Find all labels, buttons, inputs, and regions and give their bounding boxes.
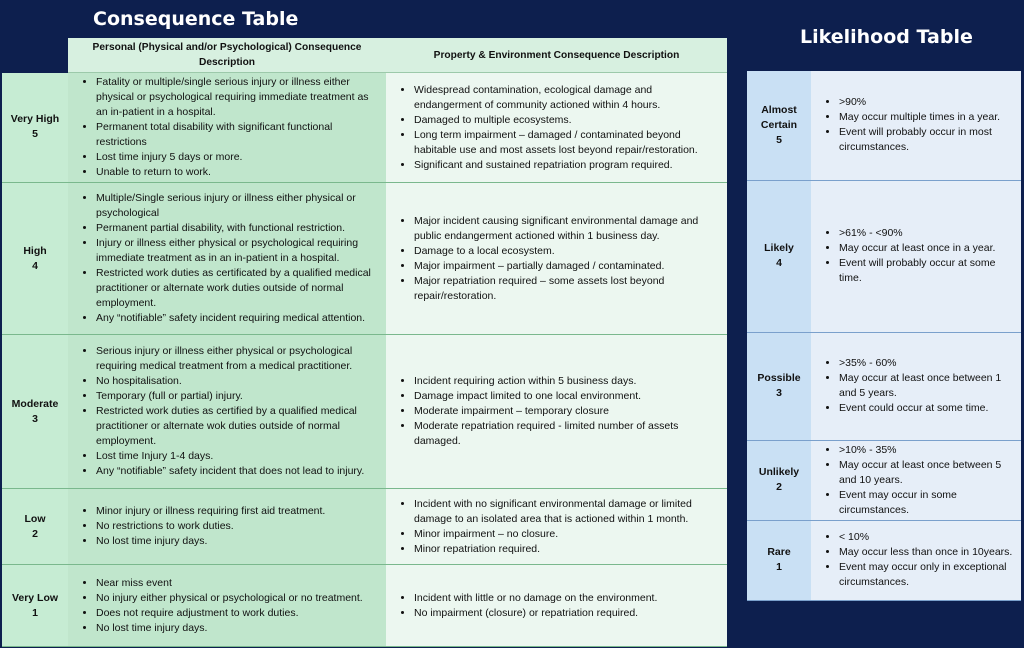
bullet-item: • Near miss event — [96, 576, 380, 591]
likelihood-description-cell-list — [811, 356, 1015, 416]
consequence-level-name: Very High — [10, 113, 60, 126]
likelihood-level-name: Almost Certain — [760, 103, 798, 131]
property-consequence-cell-content — [386, 212, 727, 306]
likelihood-description-cell-list — [811, 530, 1015, 590]
bullet-item: • May occur less than once in 10years. — [839, 545, 1015, 560]
consequence-row — [2, 489, 727, 565]
bullet-item: • Major incident causing significant environmental damage and public endangerment actioned within 1 business day. — [414, 214, 721, 244]
likelihood-level-score: 2 — [776, 481, 782, 493]
bullet-item: • Any “notifiable” safety incident that does not lead to injury. — [96, 464, 380, 479]
bullet-item: • Incident with little or no damage on the environment. — [414, 591, 721, 606]
consequence-level-label — [2, 397, 68, 427]
bullet-item: • Moderate impairment – temporary closure — [414, 404, 721, 419]
likelihood-level-score: 3 — [776, 387, 782, 399]
likelihood-row — [747, 440, 1021, 520]
bullet-item: • Event will probably occur at some time. — [839, 256, 1015, 286]
likelihood-level-label — [747, 241, 811, 271]
bullet-item: • Minor impairment – no closure. — [414, 527, 721, 542]
bullet-item: • Injury or illness either physical or psychological requiring immediate treatment as in an in-patient in a hospital. — [96, 236, 380, 266]
consequence-row — [2, 73, 727, 183]
bullet-item: • No lost time injury days. — [96, 534, 380, 549]
consequence-table — [2, 38, 727, 647]
likelihood-level-label — [747, 103, 811, 148]
bullet-item: • May occur multiple times in a year. — [839, 110, 1015, 125]
bullet-item: • No injury either physical or psychological or no treatment. — [96, 591, 380, 606]
bullet-item: • Damaged to multiple ecosystems. — [414, 113, 721, 128]
personal-consequence-cell — [68, 489, 386, 565]
likelihood-description-cell-content — [811, 441, 1021, 520]
bullet-item: • < 10% — [839, 530, 1015, 545]
property-consequence-cell-content — [386, 81, 727, 175]
property-consequence-cell — [386, 183, 727, 335]
bullet-item: • May occur at least once in a year. — [839, 241, 1015, 256]
property-consequence-cell-list — [386, 374, 721, 449]
personal-consequence-cell-list — [68, 75, 380, 180]
personal-consequence-cell-content — [68, 502, 386, 551]
bullet-item: • >61% - <90% — [839, 226, 1015, 241]
bullet-item: • Widespread contamination, ecological damage and endangerment of community actioned within 4 hours. — [414, 83, 721, 113]
likelihood-level-cell — [747, 180, 811, 332]
bullet-item: • Event will probably occur in most circumstances. — [839, 125, 1015, 155]
likelihood-rows — [747, 71, 1021, 600]
bullet-item: • No lost time injury days. — [96, 621, 380, 636]
likelihood-row — [747, 332, 1021, 440]
likelihood-level-cell — [747, 71, 811, 180]
property-consequence-cell-list — [386, 214, 721, 304]
likelihood-description-cell — [811, 71, 1021, 180]
bullet-item: • Damage impact limited to one local environment. — [414, 389, 721, 404]
bullet-item: • No impairment (closure) or repatriation required. — [414, 606, 721, 621]
personal-consequence-cell — [68, 335, 386, 489]
bullet-item: • No restrictions to work duties. — [96, 519, 380, 534]
bullet-item: • Lost time Injury 1-4 days. — [96, 449, 380, 464]
property-consequence-cell-list — [386, 591, 721, 621]
likelihood-level-score: 5 — [776, 133, 782, 146]
likelihood-level-name: Likely — [764, 242, 794, 254]
bullet-item: • Restricted work duties as certificated by a qualified medical practitioner or alternate work duties outside of normal employment. — [96, 266, 380, 311]
bullet-item: • Permanent partial disability, with functional restriction. — [96, 221, 380, 236]
likelihood-level-label — [747, 465, 811, 495]
likelihood-description-cell-content — [811, 93, 1021, 157]
likelihood-row — [747, 71, 1021, 180]
bullet-item: • May occur at least once between 5 and 10 years. — [839, 458, 1015, 488]
property-consequence-cell — [386, 565, 727, 647]
bullet-item: • Damage to a local ecosystem. — [414, 244, 721, 259]
likelihood-level-score: 4 — [776, 257, 782, 269]
personal-consequence-cell-list — [68, 504, 380, 549]
likelihood-description-cell-content — [811, 528, 1021, 592]
consequence-level-score: 3 — [32, 412, 38, 425]
likelihood-description-cell-content — [811, 224, 1021, 288]
likelihood-row — [747, 520, 1021, 600]
header-property: Property & Environment Consequence Description — [386, 38, 727, 73]
likelihood-description-cell — [811, 332, 1021, 440]
bullet-item: • Minor injury or illness requiring first aid treatment. — [96, 504, 380, 519]
property-consequence-cell-list — [386, 497, 721, 557]
consequence-level-score: 1 — [32, 606, 38, 619]
likelihood-level-cell — [747, 332, 811, 440]
consequence-level-score: 5 — [32, 128, 38, 141]
consequence-row — [2, 335, 727, 489]
bullet-item: • Event may occur only in exceptional circumstances. — [839, 560, 1015, 590]
consequence-level-name: Very Low — [11, 591, 59, 604]
consequence-level-label — [2, 244, 68, 274]
consequence-level-cell — [2, 183, 68, 335]
personal-consequence-cell-list — [68, 344, 380, 479]
bullet-item: • Long term impairment – damaged / contaminated beyond habitable use and most assets lost beyond repair/restoration. — [414, 128, 721, 158]
likelihood-table-title: Likelihood Table — [800, 26, 973, 48]
personal-consequence-cell-content — [68, 189, 386, 328]
personal-consequence-cell-content — [68, 73, 386, 182]
likelihood-level-name: Unlikely — [758, 466, 800, 478]
bullet-item: • No hospitalisation. — [96, 374, 380, 389]
personal-consequence-cell-list — [68, 576, 380, 636]
consequence-level-label — [2, 591, 68, 621]
consequence-row — [2, 183, 727, 335]
bullet-item: • Multiple/Single serious injury or illness either physical or psychological — [96, 191, 380, 221]
likelihood-table — [747, 71, 1021, 601]
property-consequence-cell — [386, 335, 727, 489]
consequence-rows — [2, 73, 727, 647]
consequence-level-cell — [2, 335, 68, 489]
personal-consequence-cell — [68, 565, 386, 647]
bullet-item: • Moderate repatriation required - limited number of assets damaged. — [414, 419, 721, 449]
likelihood-level-cell — [747, 520, 811, 600]
consequence-level-cell — [2, 489, 68, 565]
bullet-item: • Serious injury or illness either physical or psychological requiring medical treatment from a medical practitioner. — [96, 344, 380, 374]
personal-consequence-cell-content — [68, 574, 386, 638]
likelihood-level-name: Possible — [757, 372, 801, 384]
consequence-level-score: 2 — [32, 527, 38, 540]
consequence-level-label — [2, 512, 68, 542]
bullet-item: • Minor repatriation required. — [414, 542, 721, 557]
bullet-item: • Incident with no significant environmental damage or limited damage to an isolated area that is actioned within 1 month. — [414, 497, 721, 527]
likelihood-description-cell — [811, 180, 1021, 332]
property-consequence-cell-list — [386, 83, 721, 173]
likelihood-level-label — [747, 545, 811, 575]
consequence-level-name: Moderate — [11, 397, 59, 410]
header-personal: Personal (Physical and/or Psychological) Consequence Description — [68, 38, 386, 73]
bullet-item: • Significant and sustained repatriation program required. — [414, 158, 721, 173]
bullet-item: • Any “notifiable” safety incident requiring medical attention. — [96, 311, 380, 326]
consequence-level-cell — [2, 565, 68, 647]
bullet-item: • Major impairment – partially damaged / contaminated. — [414, 259, 721, 274]
bullet-item: • Restricted work duties as certified by a qualified medical practitioner or alternate wok duties outside of normal employment. — [96, 404, 380, 449]
bullet-item: • Event could occur at some time. — [839, 401, 1015, 416]
consequence-table-title: Consequence Table — [93, 8, 299, 30]
bullet-item: • Lost time injury 5 days or more. — [96, 150, 380, 165]
likelihood-level-score: 1 — [776, 561, 782, 573]
bullet-item: • >10% - 35% — [839, 443, 1015, 458]
personal-consequence-cell-content — [68, 342, 386, 481]
property-consequence-cell-content — [386, 589, 727, 623]
bullet-item: • Incident requiring action within 5 business days. — [414, 374, 721, 389]
likelihood-description-cell-list — [811, 443, 1015, 518]
header-blank — [2, 38, 68, 73]
likelihood-description-cell-list — [811, 95, 1015, 155]
likelihood-description-cell-content — [811, 354, 1021, 418]
likelihood-level-label — [747, 371, 811, 401]
bullet-item: • >35% - 60% — [839, 356, 1015, 371]
consequence-level-name: Low — [24, 512, 46, 525]
likelihood-description-cell — [811, 440, 1021, 520]
personal-consequence-cell — [68, 183, 386, 335]
property-consequence-cell-content — [386, 495, 727, 559]
bullet-item: • Temporary (full or partial) injury. — [96, 389, 380, 404]
bullet-item: • Does not require adjustment to work duties. — [96, 606, 380, 621]
consequence-level-name: High — [23, 244, 47, 257]
consequence-level-label — [2, 112, 68, 142]
property-consequence-cell-content — [386, 372, 727, 451]
likelihood-level-name: Rare — [767, 546, 791, 558]
bullet-item: • Major repatriation required – some assets lost beyond repair/restoration. — [414, 274, 721, 304]
consequence-level-score: 4 — [32, 259, 38, 272]
likelihood-description-cell — [811, 520, 1021, 600]
bullet-item: • Permanent total disability with significant functional restrictions — [96, 120, 380, 150]
property-consequence-cell — [386, 73, 727, 183]
likelihood-row — [747, 180, 1021, 332]
likelihood-level-cell — [747, 440, 811, 520]
personal-consequence-cell — [68, 73, 386, 183]
bullet-item: • Fatality or multiple/single serious injury or illness either physical or psychological requiring immediate treatment as an in-patient in a hospital. — [96, 75, 380, 120]
consequence-level-cell — [2, 73, 68, 183]
bullet-item: • May occur at least once between 1 and 5 years. — [839, 371, 1015, 401]
bullet-item: • Unable to return to work. — [96, 165, 380, 180]
bullet-item: • Event may occur in some circumstances. — [839, 488, 1015, 518]
personal-consequence-cell-list — [68, 191, 380, 326]
consequence-row — [2, 565, 727, 647]
likelihood-description-cell-list — [811, 226, 1015, 286]
property-consequence-cell — [386, 489, 727, 565]
bullet-item: • >90% — [839, 95, 1015, 110]
